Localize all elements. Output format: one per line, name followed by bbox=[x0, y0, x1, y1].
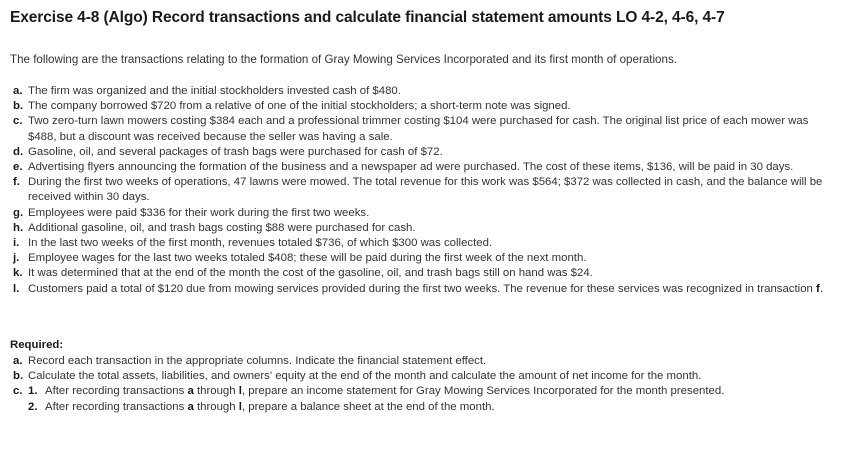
required-item-a bbox=[13, 354, 803, 369]
required-subitem-1 bbox=[28, 384, 803, 399]
transaction-item-i bbox=[13, 236, 833, 251]
transaction-item-c bbox=[13, 114, 833, 144]
required-subitem-number: 2. bbox=[28, 400, 38, 413]
transaction-label: d. bbox=[13, 145, 24, 158]
transaction-reference: l bbox=[238, 400, 242, 413]
transaction-text: The firm was organized and the initial stockholders invested cash of $480. bbox=[28, 85, 401, 97]
required-subitem-text: After recording transactions bbox=[45, 385, 188, 398]
required-label: a. bbox=[13, 355, 23, 367]
required-subitem-text: , prepare an income statement for Gray Mowing Services Incorporated for the month presented. bbox=[241, 385, 725, 398]
transaction-item-g bbox=[13, 206, 833, 221]
transaction-text: The company borrowed $720 from a relative of one of the initial stockholders; a short-term note was signed. bbox=[28, 100, 571, 113]
required-sublist bbox=[28, 384, 803, 414]
transaction-text: Customers paid a total of $120 due from mowing services provided during the first two weeks. The revenue for these services was recognized in transaction bbox=[28, 282, 817, 295]
transaction-label: l. bbox=[13, 282, 20, 295]
required-subitem-text: through bbox=[193, 400, 239, 413]
transaction-label: b. bbox=[13, 100, 24, 113]
transaction-text: Additional gasoline, oil, and trash bags costing $88 were purchased for cash. bbox=[28, 221, 416, 234]
exercise-title: Exercise 4-8 (Algo) Record transactions and calculate financial statement amounts LO 4-2, 4-6, 4-7 bbox=[10, 9, 725, 26]
required-label: c. bbox=[13, 385, 23, 398]
required-list bbox=[13, 354, 803, 415]
transaction-text: Employee wages for the last two weeks totaled $408; these will be paid during the first week of the next month. bbox=[28, 252, 587, 265]
transaction-reference: a bbox=[187, 400, 194, 413]
transaction-label: i. bbox=[13, 237, 20, 250]
transaction-label: c. bbox=[13, 115, 23, 128]
required-heading: Required: bbox=[10, 339, 64, 351]
transaction-text: During the first two weeks of operations, 47 lawns were mowed. The total revenue for this work was $564; $372 was collected in cash, and the balance will be received within 30 days. bbox=[28, 176, 823, 204]
transaction-item-a bbox=[13, 84, 833, 99]
transaction-text: Two zero-turn lawn mowers costing $384 each and a professional trimmer costing $104 were purchased for cash. The original list price of each mower was $488, but a discount was received because the seller was having a sale. bbox=[28, 115, 809, 143]
transaction-text: Gasoline, oil, and several packages of trash bags were purchased for cash of $72. bbox=[28, 145, 443, 158]
transaction-item-e bbox=[13, 160, 833, 175]
transaction-text: In the last two weeks of the first month, revenues totaled $736, of which $300 was collected. bbox=[28, 237, 493, 250]
transaction-reference: f bbox=[816, 282, 820, 295]
transaction-label: j. bbox=[13, 252, 20, 265]
required-item-c bbox=[13, 384, 803, 414]
required-subitem-text: After recording transactions bbox=[45, 400, 188, 413]
required-subitem-text: through bbox=[193, 385, 239, 398]
required-text: Calculate the total assets, liabilities, and owners' equity at the end of the month and calculate the amount of net income for the month. bbox=[28, 370, 702, 383]
transaction-list bbox=[13, 84, 833, 297]
required-text: Record each transaction in the appropriate columns. Indicate the financial statement effect. bbox=[28, 355, 487, 367]
exercise-intro: The following are the transactions relating to the formation of Gray Mowing Services Incorporated and its first month of operations. bbox=[10, 53, 677, 66]
transaction-reference: l bbox=[238, 385, 242, 398]
transaction-text: Employees were paid $336 for their work during the first two weeks. bbox=[28, 206, 370, 219]
transaction-reference: a bbox=[187, 385, 194, 398]
transaction-label: k. bbox=[13, 267, 23, 280]
transaction-item-d bbox=[13, 145, 833, 160]
required-item-b bbox=[13, 369, 803, 384]
required-subitem-text: , prepare a balance sheet at the end of the month. bbox=[241, 400, 495, 413]
transaction-label: h. bbox=[13, 221, 24, 234]
transaction-label: e. bbox=[13, 161, 23, 174]
transaction-text-tail: . bbox=[819, 282, 824, 295]
transaction-label: g. bbox=[13, 206, 24, 219]
transaction-item-b bbox=[13, 99, 833, 114]
transaction-item-j bbox=[13, 251, 833, 266]
transaction-item-l bbox=[13, 282, 833, 297]
transaction-item-f bbox=[13, 175, 833, 205]
transaction-label: a. bbox=[13, 85, 23, 97]
transaction-label: f. bbox=[13, 176, 20, 189]
required-subitem-2 bbox=[28, 400, 803, 415]
required-label: b. bbox=[13, 370, 24, 383]
required-subitem-number: 1. bbox=[28, 385, 38, 398]
transaction-item-k bbox=[13, 266, 833, 281]
transaction-text: It was determined that at the end of the month the cost of the gasoline, oil, and trash bags still on hand was $24. bbox=[28, 267, 593, 280]
transaction-item-h bbox=[13, 221, 833, 236]
transaction-text: Advertising flyers announcing the formation of the business and a newspaper ad were purchased. The cost of these items, $136, will be paid in 30 days. bbox=[28, 161, 794, 174]
